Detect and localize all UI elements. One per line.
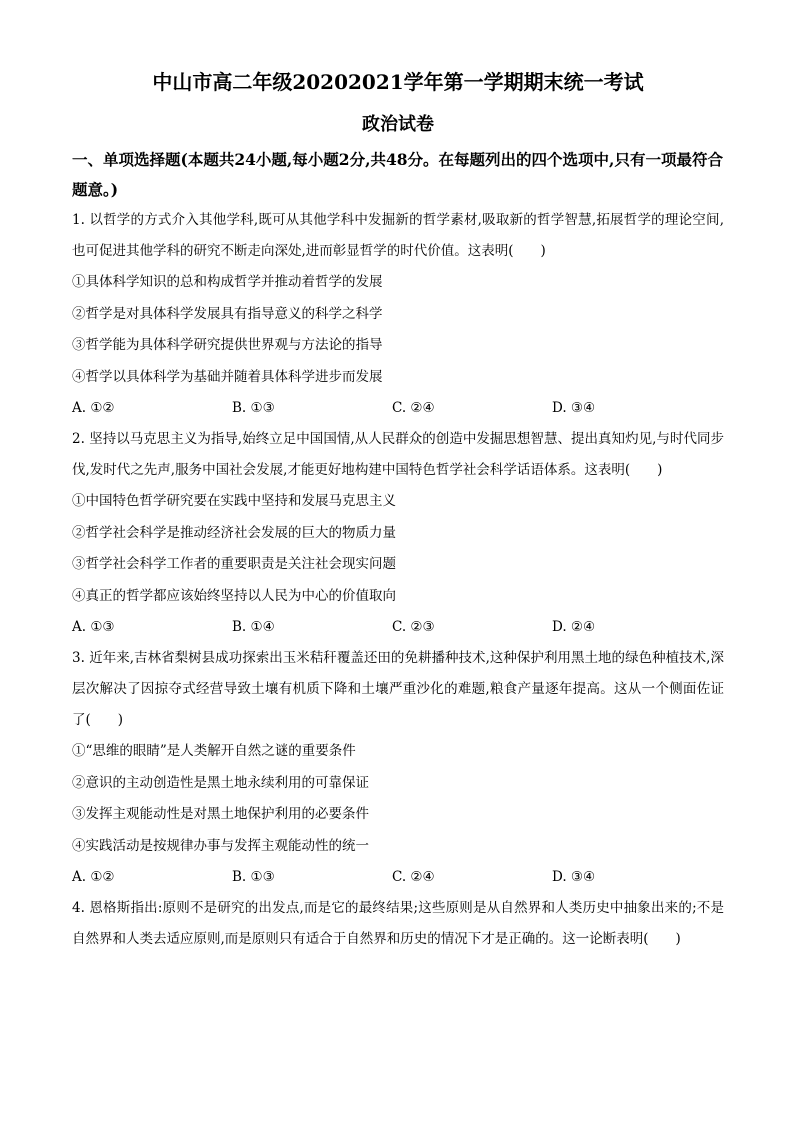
- statement-item: ②哲学社会科学是推动经济社会发展的巨大的物质力量: [72, 524, 396, 541]
- question-stem: 1. 以哲学的方式介入其他学科,既可从其他学科中发掘新的哲学素材,吸取新的哲学智慧,拓展哲学的理论空间,也可促进其他学科的研究不断走向深处,进而彰显哲学的时代价值。这表明( ): [72, 212, 724, 259]
- exam-page: [72, 60, 724, 955]
- question-stem: 4. 恩格斯指出:原则不是研究的出发点,而是它的最终结果;这些原则是从自然界和人类历史中抽象出来的;不是自然界和人类去适应原则,而是原则只有适合于自然界和历史的情况下才是正确的。这一论断表明( ): [72, 900, 724, 947]
- statement-item: ②意识的主动创造性是黑土地永续利用的可靠保证: [72, 774, 369, 791]
- statement-item: ②哲学是对具体科学发展具有指导意义的科学之科学: [72, 305, 383, 322]
- choice-c: C. ②④: [392, 400, 435, 416]
- choice-b: B. ①③: [232, 869, 275, 885]
- question-stem: 2. 坚持以马克思主义为指导,始终立足中国国情,从人民群众的创造中发掘思想智慧、提出真知灼见,与时代同步伐,发时代之先声,服务中国社会发展,才能更好地构建中国特色哲学社会科学话语体系。这表明( ): [72, 431, 724, 478]
- statement-item: ④哲学以具体科学为基础并随着具体科学进步而发展: [72, 368, 383, 385]
- statement-item: ③哲学能为具体科学研究提供世界观与方法论的指导: [72, 337, 383, 353]
- choice-a: A. ①②: [72, 869, 115, 885]
- statement-item: ①中国特色哲学研究要在实践中坚持和发展马克思主义: [72, 493, 396, 509]
- choice-a: A. ①③: [72, 619, 115, 635]
- exam-title: 中山市高二年级20202021学年第一学期期末统一考试: [152, 70, 644, 94]
- answer-choices: [72, 612, 724, 643]
- choice-a: A. ①②: [72, 400, 115, 416]
- statement-item: ④实践活动是按规律办事与发挥主观能动性的统一: [72, 837, 369, 854]
- statement-item: ①“思维的眼睛”是人类解开自然之谜的重要条件: [72, 743, 356, 759]
- question-stem: 3. 近年来,吉林省梨树县成功探索出玉米秸秆覆盖还田的免耕播种技术,这种保护利用黑土地的绿色种植技术,深层次解决了因掠夺式经营导致土壤有机质下降和土壤严重沙化的难题,粮食产量逐年提高。这从一个侧面佐证了( ): [72, 650, 724, 728]
- choice-b: B. ①③: [232, 400, 275, 416]
- statement-item: ④真正的哲学都应该始终坚持以人民为中心的价值取向: [72, 587, 396, 604]
- statement-item: ③发挥主观能动性是对黑土地保护利用的必要条件: [72, 806, 369, 822]
- question-3: [72, 643, 724, 893]
- statement-item: ①具体科学知识的总和构成哲学并推动着哲学的发展: [72, 274, 383, 290]
- choice-d: D. ③④: [552, 869, 596, 885]
- choice-c: C. ②④: [392, 869, 435, 885]
- exam-subtitle: 政治试卷: [362, 114, 434, 135]
- choice-d: D. ③④: [552, 400, 596, 416]
- question-4: [72, 893, 724, 955]
- answer-choices: [72, 862, 724, 893]
- question-2: [72, 424, 724, 643]
- question-1: [72, 205, 724, 424]
- section-heading: 一、单项选择题(本题共24小题,每小题2分,共48分。在每题列出的四个选项中,只有一项最符合题意。): [72, 150, 723, 199]
- answer-choices: [72, 393, 724, 424]
- choice-d: D. ②④: [552, 619, 596, 635]
- choice-b: B. ①④: [232, 619, 275, 635]
- statement-item: ③哲学社会科学工作者的重要职责是关注社会现实问题: [72, 556, 396, 572]
- choice-c: C. ②③: [392, 619, 435, 635]
